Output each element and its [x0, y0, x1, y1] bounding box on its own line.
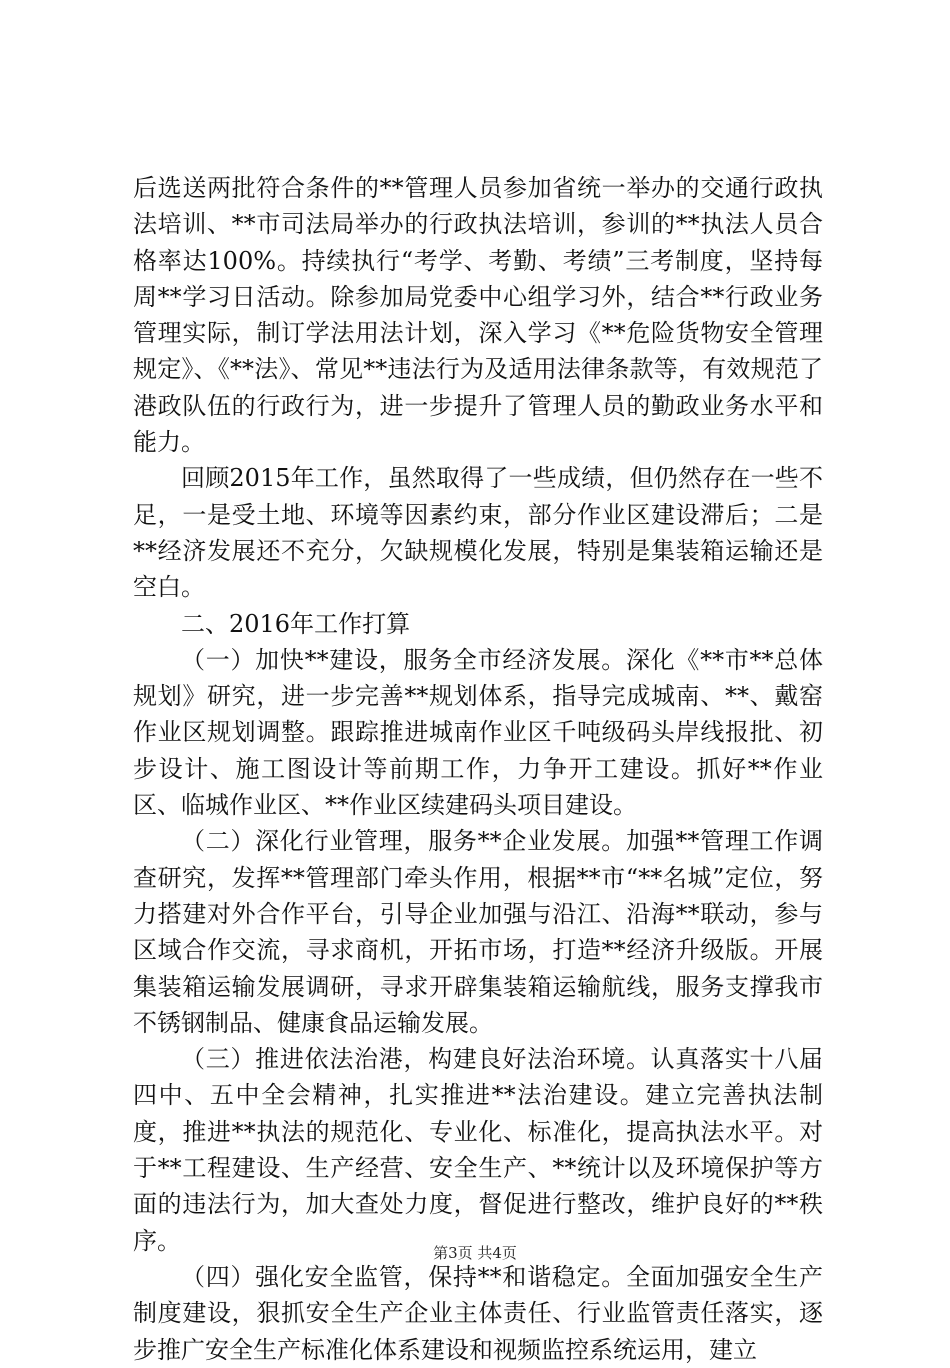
paragraph-plan-4: （四）强化安全监管，保持**和谐稳定。全面加强安全生产制度建设，狠抓安全生产企业主体责任、行业监管责任落实，逐步推广安全生产标准化体系建设和视频监控系统运用，建立: [133, 1262, 823, 1364]
page-footer: 第3页 共4页: [433, 1244, 517, 1262]
section-heading-2016-plan: 二、2016年工作打算: [181, 609, 411, 638]
paragraph-training: 后选送两批符合条件的**管理人员参加省统一举办的交通行政执法培训、**市司法局举办的行政执法培训，参训的**执法人员合格率达100%。持续执行“考学、考勤、考绩”三考制度，坚持每周**学习日活动。除参加局党委中心组学习外，结合**行政业务管理实际，制订学法用法计划，深入学习《**危险货物安全管理规定》、《**法》、常见**违法行为及适用法律条款等，有效规范了港政队伍的行政行为，进一步提升了管理人员的勤政业务水平和能力。: [133, 174, 823, 457]
paragraph-plan-1: （一）加快**建设，服务全市经济发展。深化《**市**总体规划》研究，进一步完善**规划体系，指导完成城南、**、戴窑作业区规划调整。跟踪推进城南作业区千吨级码头岸线报批、初步设计、施工图设计等前期工作，力争开工建设。抓好**作业区、临城作业区、**作业区续建码头项目建设。: [133, 645, 823, 820]
paragraph-plan-2: （二）深化行业管理，服务**企业发展。加强**管理工作调查研究，发挥**管理部门牵头作用，根据**市“**名城”定位，努力搭建对外合作平台，引导企业加强与沿江、沿海**联动，参与区域合作交流，寻求商机，开拓市场，打造**经济升级版。开展集装箱运输发展调研，寻求开辟集装箱运输航线，服务支撑我市不锈钢制品、健康食品运输发展。: [133, 827, 823, 1037]
document-body: [133, 170, 823, 1368]
paragraph-review-2015: 回顾2015年工作，虽然取得了一些成绩，但仍然存在一些不足，一是受土地、环境等因素约束，部分作业区建设滞后；二是**经济发展还不充分，欠缺规模化发展，特别是集装箱运输还是空白。: [133, 464, 823, 602]
paragraph-plan-3: （三）推进依法治港，构建良好法治环境。认真落实十八届四中、五中全会精神，扎实推进**法治建设。建立完善执法制度，推进**执法的规范化、专业化、标准化，提高执法水平。对于**工程建设、生产经营、安全生产、**统计以及环境保护等方面的违法行为，加大查处力度，督促进行整改，维护良好的**秩序。: [133, 1045, 823, 1255]
